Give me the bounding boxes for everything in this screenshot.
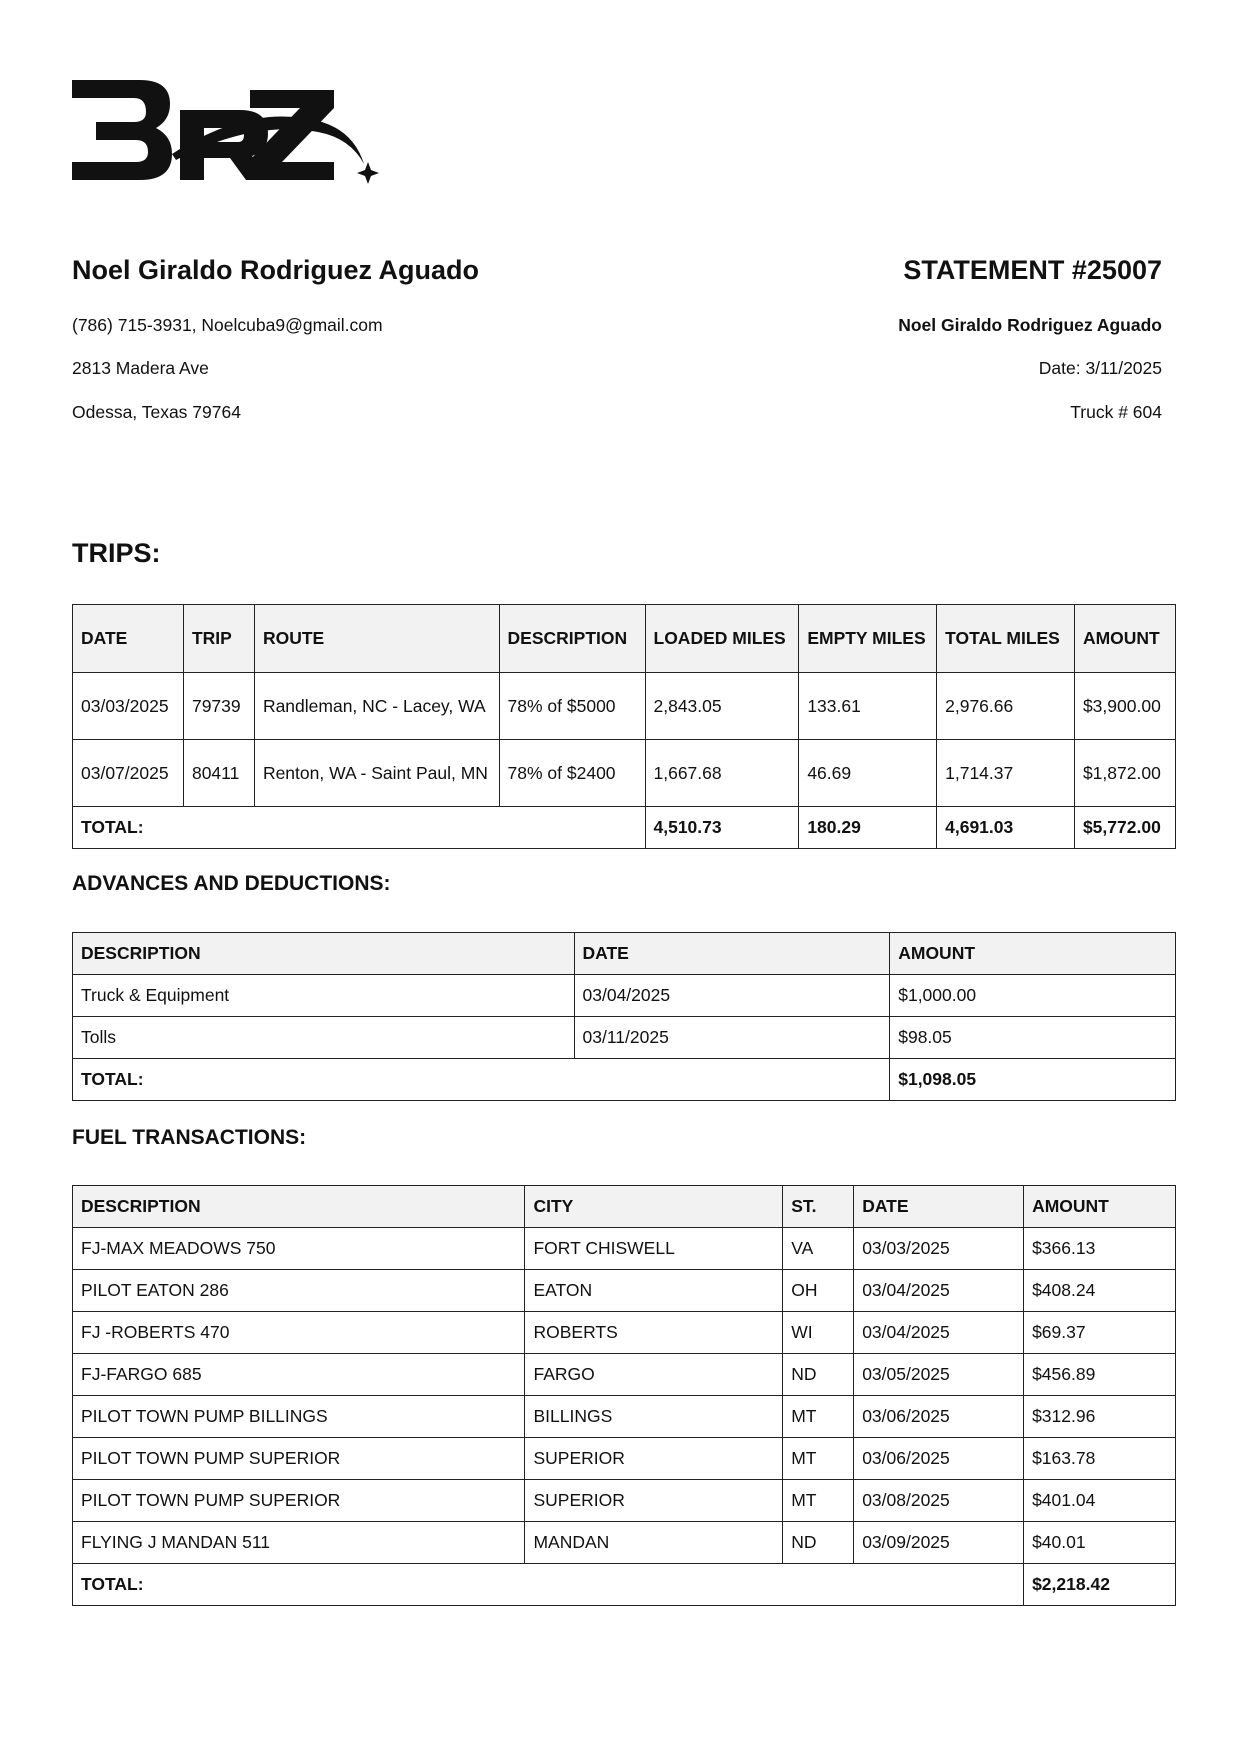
table-cell: $366.13 <box>1024 1228 1176 1270</box>
column-header: DATE <box>574 933 890 975</box>
total-row <box>73 807 1176 849</box>
total-label: TOTAL: <box>73 807 646 849</box>
table-cell: 03/03/2025 <box>73 673 184 740</box>
table-cell: $98.05 <box>890 1017 1176 1059</box>
total-amount: $5,772.00 <box>1074 807 1175 849</box>
total-amount: $2,218.42 <box>1024 1564 1176 1606</box>
table-cell: MT <box>783 1396 854 1438</box>
table-cell: 03/08/2025 <box>854 1480 1024 1522</box>
advances-table <box>72 932 1176 1101</box>
table-cell: 03/05/2025 <box>854 1354 1024 1396</box>
table-cell: MT <box>783 1480 854 1522</box>
table-cell: $408.24 <box>1024 1270 1176 1312</box>
statement-date: Date: 3/11/2025 <box>1038 358 1162 378</box>
column-header: DATE <box>854 1186 1024 1228</box>
column-header: DESCRIPTION <box>73 1186 525 1228</box>
table-cell: 78% of $5000 <box>499 673 645 740</box>
fuel-heading: FUEL TRANSACTIONS: <box>72 1126 307 1149</box>
table-cell: PILOT TOWN PUMP SUPERIOR <box>73 1480 525 1522</box>
table-cell: 03/09/2025 <box>854 1522 1024 1564</box>
column-header: AMOUNT <box>1074 605 1175 673</box>
table-cell: $401.04 <box>1024 1480 1176 1522</box>
table-cell: Renton, WA - Saint Paul, MN <box>254 740 499 807</box>
table-cell: Tolls <box>73 1017 575 1059</box>
trips-table <box>72 604 1176 849</box>
truck-number: Truck # 604 <box>1070 402 1162 422</box>
column-header: TRIP <box>183 605 254 673</box>
table-cell: 03/06/2025 <box>854 1438 1024 1480</box>
column-header: AMOUNT <box>890 933 1176 975</box>
table-cell: 2,976.66 <box>937 673 1075 740</box>
table-cell: SUPERIOR <box>525 1438 783 1480</box>
table-row <box>73 1396 1176 1438</box>
table-cell: PILOT TOWN PUMP SUPERIOR <box>73 1438 525 1480</box>
total-amount: $1,098.05 <box>890 1059 1176 1101</box>
column-header: LOADED MILES <box>645 605 799 673</box>
column-header: EMPTY MILES <box>799 605 937 673</box>
total-empty-miles: 180.29 <box>799 807 937 849</box>
table-cell: $3,900.00 <box>1074 673 1175 740</box>
table-cell: Truck & Equipment <box>73 975 575 1017</box>
table-cell: EATON <box>525 1270 783 1312</box>
column-header: AMOUNT <box>1024 1186 1176 1228</box>
total-miles: 4,691.03 <box>937 807 1075 849</box>
table-cell: WI <box>783 1312 854 1354</box>
table-cell: 80411 <box>183 740 254 807</box>
table-cell: 46.69 <box>799 740 937 807</box>
column-header: ST. <box>783 1186 854 1228</box>
table-cell: FORT CHISWELL <box>525 1228 783 1270</box>
table-cell: FARGO <box>525 1354 783 1396</box>
table-cell: 2,843.05 <box>645 673 799 740</box>
table-cell: 03/04/2025 <box>854 1312 1024 1354</box>
table-cell: 03/04/2025 <box>574 975 890 1017</box>
table-cell: Randleman, NC - Lacey, WA <box>254 673 499 740</box>
total-row <box>73 1059 1176 1101</box>
column-header: ROUTE <box>254 605 499 673</box>
total-loaded-miles: 4,510.73 <box>645 807 799 849</box>
statement-title: STATEMENT #25007 <box>903 255 1162 285</box>
table-cell: 03/03/2025 <box>854 1228 1024 1270</box>
table-row <box>73 1522 1176 1564</box>
table-header-row <box>73 933 1176 975</box>
table-cell: PILOT EATON 286 <box>73 1270 525 1312</box>
table-cell: $163.78 <box>1024 1438 1176 1480</box>
table-cell: 133.61 <box>799 673 937 740</box>
table-cell: 03/07/2025 <box>73 740 184 807</box>
fuel-table <box>72 1185 1176 1606</box>
table-cell: FLYING J MANDAN 511 <box>73 1522 525 1564</box>
table-row <box>73 1438 1176 1480</box>
table-cell: $456.89 <box>1024 1354 1176 1396</box>
column-header: DESCRIPTION <box>73 933 575 975</box>
driver-name-heading: Noel Giraldo Rodriguez Aguado <box>72 255 480 285</box>
table-cell: FJ-MAX MEADOWS 750 <box>73 1228 525 1270</box>
contact-info: (786) 715-3931, Noelcuba9@gmail.com <box>72 315 383 335</box>
table-cell: 79739 <box>183 673 254 740</box>
total-row <box>73 1564 1176 1606</box>
table-cell: $1,872.00 <box>1074 740 1175 807</box>
table-row <box>73 975 1176 1017</box>
table-cell: $1,000.00 <box>890 975 1176 1017</box>
table-cell: MT <box>783 1438 854 1480</box>
trips-heading: TRIPS: <box>72 538 161 568</box>
total-label: TOTAL: <box>73 1059 890 1101</box>
table-cell: ND <box>783 1522 854 1564</box>
address-line-2: Odessa, Texas 79764 <box>72 402 241 422</box>
table-cell: FJ-FARGO 685 <box>73 1354 525 1396</box>
table-row <box>73 1270 1176 1312</box>
table-cell: BILLINGS <box>525 1396 783 1438</box>
table-row <box>73 673 1176 740</box>
table-cell: SUPERIOR <box>525 1480 783 1522</box>
table-cell: $312.96 <box>1024 1396 1176 1438</box>
address-line-1: 2813 Madera Ave <box>72 358 209 378</box>
total-label: TOTAL: <box>73 1564 1024 1606</box>
statement-recipient: Noel Giraldo Rodriguez Aguado <box>898 315 1162 335</box>
table-cell: FJ -ROBERTS 470 <box>73 1312 525 1354</box>
table-cell: 03/11/2025 <box>574 1017 890 1059</box>
table-cell: 1,667.68 <box>645 740 799 807</box>
table-cell: PILOT TOWN PUMP BILLINGS <box>73 1396 525 1438</box>
table-row <box>73 740 1176 807</box>
table-row <box>73 1480 1176 1522</box>
table-header-row <box>73 1186 1176 1228</box>
column-header: DATE <box>73 605 184 673</box>
table-cell: $69.37 <box>1024 1312 1176 1354</box>
column-header: TOTAL MILES <box>937 605 1075 673</box>
column-header: DESCRIPTION <box>499 605 645 673</box>
table-cell: ND <box>783 1354 854 1396</box>
table-cell: MANDAN <box>525 1522 783 1564</box>
table-cell: 03/06/2025 <box>854 1396 1024 1438</box>
company-logo <box>72 80 382 190</box>
table-cell: 03/04/2025 <box>854 1270 1024 1312</box>
table-cell: VA <box>783 1228 854 1270</box>
table-cell: $40.01 <box>1024 1522 1176 1564</box>
advances-heading: ADVANCES AND DEDUCTIONS: <box>72 872 391 895</box>
table-row <box>73 1312 1176 1354</box>
table-cell: 1,714.37 <box>937 740 1075 807</box>
table-cell: OH <box>783 1270 854 1312</box>
table-row <box>73 1354 1176 1396</box>
table-header-row <box>73 605 1176 673</box>
table-row <box>73 1017 1176 1059</box>
column-header: CITY <box>525 1186 783 1228</box>
table-cell: ROBERTS <box>525 1312 783 1354</box>
table-row <box>73 1228 1176 1270</box>
table-cell: 78% of $2400 <box>499 740 645 807</box>
